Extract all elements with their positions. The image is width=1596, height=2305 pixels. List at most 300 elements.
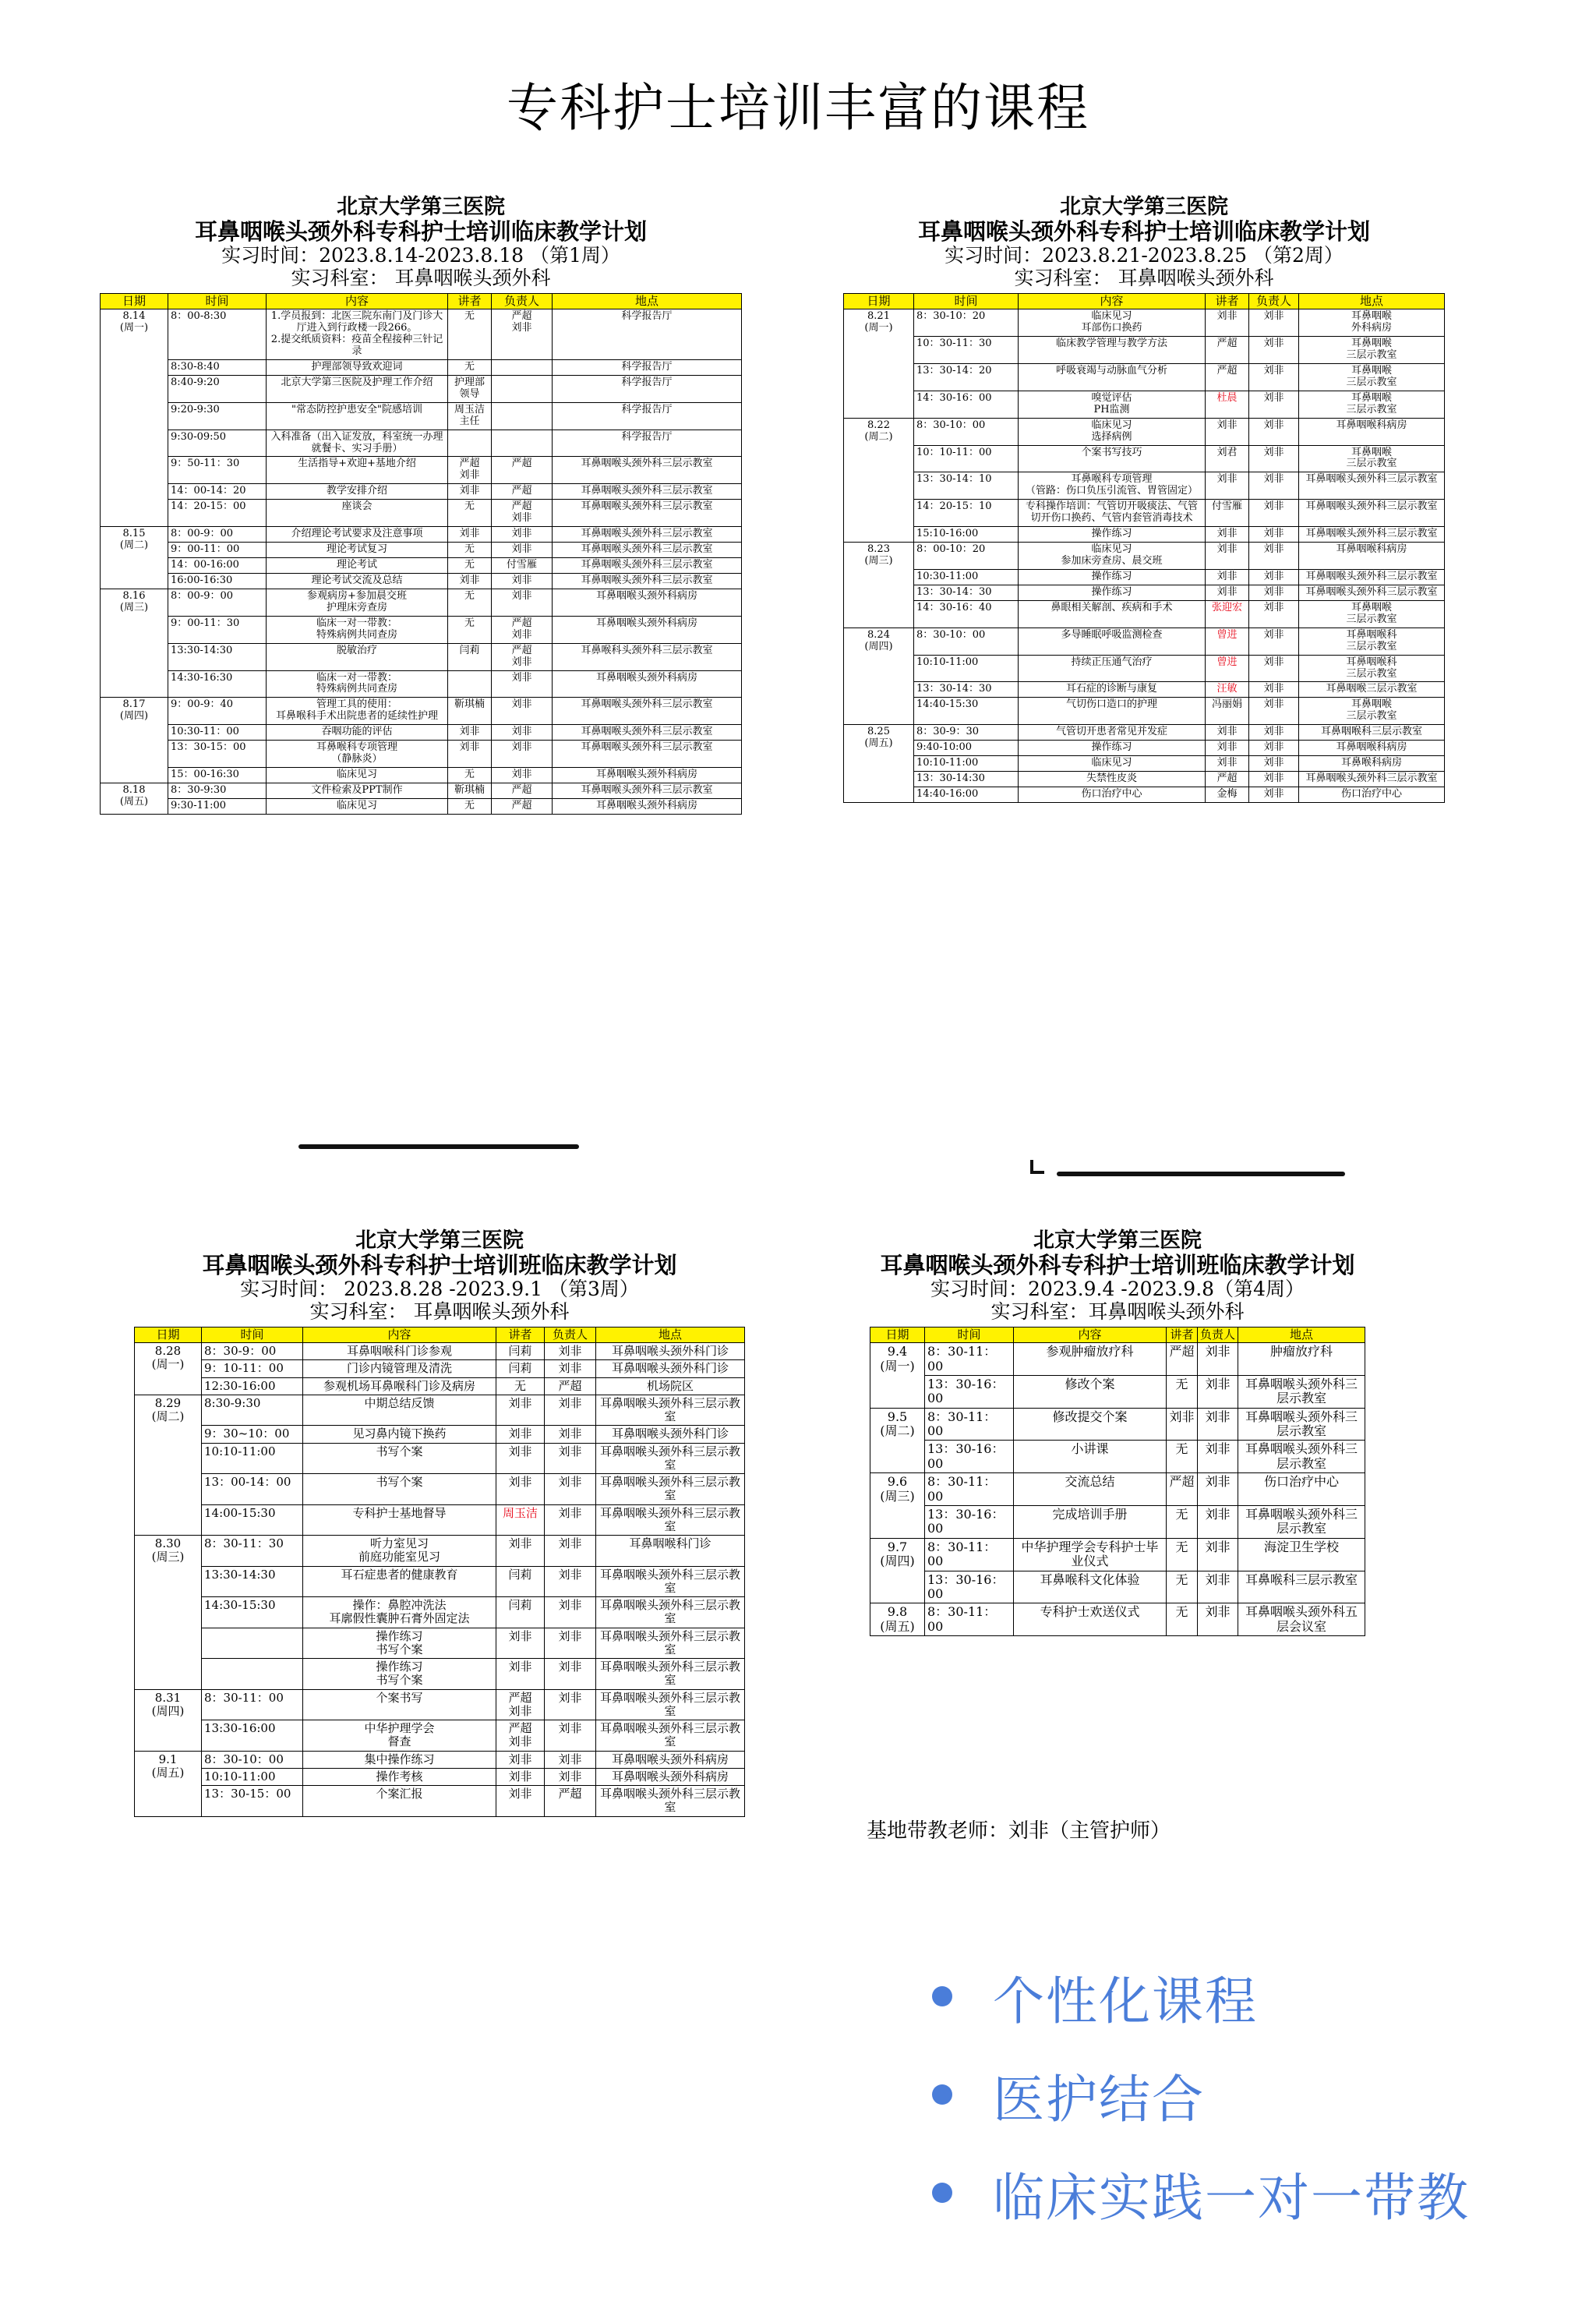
time-cell: 8：00-8:30 xyxy=(168,309,267,360)
time-cell: 14：30-16：00 xyxy=(914,391,1019,418)
table-row xyxy=(844,309,1445,337)
speaker-cell: 刘非 xyxy=(1206,527,1249,543)
time-cell: 8：30-11：00 xyxy=(925,1538,1014,1571)
table-row xyxy=(870,1506,1365,1539)
responsible-cell: 刘非 xyxy=(545,1426,596,1443)
time-cell: 14：20-15：00 xyxy=(168,500,267,527)
location-cell: 耳鼻咽喉头颈外科三层示教室 xyxy=(553,543,742,558)
table-row xyxy=(101,527,742,543)
time-cell: 15：00-16:30 xyxy=(168,768,267,783)
time-cell: 8：30-9：00 xyxy=(202,1343,303,1360)
content-cell: 失禁性皮炎 xyxy=(1019,772,1206,787)
speaker-cell: 闫莉 xyxy=(448,643,492,670)
column-header: 时间 xyxy=(168,293,267,309)
date-cell: 8.30 (周三) xyxy=(135,1536,202,1690)
location-cell: 耳鼻咽喉头颈外科病房 xyxy=(553,589,742,616)
location-cell: 耳鼻喉科病房 xyxy=(1299,756,1445,772)
content-cell: 呼吸衰竭与动脉血气分析 xyxy=(1019,363,1206,391)
content-cell: 小讲课 xyxy=(1014,1441,1167,1473)
content-cell: 嗅觉评估 PH监测 xyxy=(1019,391,1206,418)
table-row xyxy=(135,1751,745,1768)
table-row xyxy=(844,698,1445,725)
time-cell: 14：30-16：40 xyxy=(914,600,1019,628)
time-cell: 10：30-11：30 xyxy=(914,337,1019,364)
speaker-cell: 严超 刘非 xyxy=(496,1689,545,1720)
base-teacher-note: 基地带教老师：刘非（主管护师） xyxy=(867,1819,1171,1843)
location-cell: 耳鼻咽喉头颈外科三层示教室 xyxy=(553,457,742,484)
column-header: 讲者 xyxy=(448,293,492,309)
column-header: 地点 xyxy=(1299,293,1445,309)
responsible-cell: 刘非 xyxy=(545,1597,596,1628)
table-row xyxy=(844,543,1445,570)
time-cell: 8:30-9:30 xyxy=(202,1395,303,1426)
responsible-cell: 刘非 xyxy=(492,589,553,616)
content-cell: 参观肿瘤放疗科 xyxy=(1014,1343,1167,1376)
hospital-name: 北京大学第三医院 xyxy=(1033,1229,1202,1253)
time-cell: 8：30-9：30 xyxy=(914,725,1019,741)
table-row xyxy=(135,1786,745,1817)
content-cell: 理论考试 xyxy=(267,558,448,574)
content-cell: 伤口治疗中心 xyxy=(1019,787,1206,803)
content-cell: 气管切开患者常见并发症 xyxy=(1019,725,1206,741)
table-row xyxy=(101,543,742,558)
column-header: 日期 xyxy=(844,293,914,309)
speaker-cell: 无 xyxy=(448,309,492,360)
column-header: 负责人 xyxy=(1198,1327,1238,1342)
time-cell: 9：00-11：30 xyxy=(168,616,267,643)
responsible-cell: 刘非 xyxy=(492,670,553,698)
table-row xyxy=(844,585,1445,600)
table-row xyxy=(135,1597,745,1628)
responsible-cell: 刘非 xyxy=(545,1751,596,1768)
time-cell: 8：30-10：00 xyxy=(914,628,1019,655)
schedule-table xyxy=(134,1327,745,1817)
content-cell: 持续正压通气治疗 xyxy=(1019,655,1206,682)
time-cell: 9：30~10：00 xyxy=(202,1426,303,1443)
responsible-cell: 刘非 xyxy=(1198,1506,1238,1539)
responsible-cell: 刘非 xyxy=(1198,1375,1238,1408)
date-cell: 8.15 (周二) xyxy=(101,527,168,589)
time-cell: 9:20-9:30 xyxy=(168,402,267,430)
table-row xyxy=(844,337,1445,364)
date-cell: 8.29 (周二) xyxy=(135,1395,202,1535)
location-cell: 耳鼻咽喉头颈外科门诊 xyxy=(596,1360,745,1377)
responsible-cell xyxy=(492,375,553,402)
time-cell: 13：30-16：00 xyxy=(925,1506,1014,1539)
location-cell: 耳鼻咽喉头颈外科三层示教室 xyxy=(553,484,742,500)
speaker-cell: 张迎宏 xyxy=(1206,600,1249,628)
location-cell: 耳鼻咽喉头颈外科三层示教室 xyxy=(596,1689,745,1720)
speaker-cell: 周玉洁 xyxy=(496,1504,545,1536)
schedule-table xyxy=(843,293,1445,803)
table-row xyxy=(135,1343,745,1360)
responsible-cell: 刘非 xyxy=(1249,698,1299,725)
responsible-cell: 严超 刘非 xyxy=(492,616,553,643)
responsible-cell: 刘非 xyxy=(545,1628,596,1659)
time-cell: 10:10-11:00 xyxy=(202,1443,303,1474)
location-cell: 耳鼻咽喉 三层示教室 xyxy=(1299,363,1445,391)
week4-schedule-panel xyxy=(870,1229,1365,1636)
column-header: 日期 xyxy=(870,1327,925,1342)
date-cell: 8.18 (周五) xyxy=(101,783,168,815)
table-row xyxy=(101,457,742,484)
content-cell: 听力室见习 前庭功能室见习 xyxy=(303,1536,496,1567)
location-cell: 耳鼻咽喉科病房 xyxy=(1299,543,1445,570)
responsible-cell: 刘非 xyxy=(1249,741,1299,756)
time-cell: 8：30-9:30 xyxy=(168,783,267,799)
table-row xyxy=(101,783,742,799)
content-cell: 操作考核 xyxy=(303,1768,496,1785)
responsible-cell: 刘非 xyxy=(1249,756,1299,772)
responsible-cell: 刘非 xyxy=(545,1720,596,1752)
responsible-cell: 严超 xyxy=(545,1786,596,1817)
content-cell: 修改个案 xyxy=(1014,1375,1167,1408)
table-row xyxy=(101,589,742,616)
time-cell: 8：30-10：20 xyxy=(914,309,1019,337)
responsible-cell: 刘非 xyxy=(1249,309,1299,337)
table-row xyxy=(135,1689,745,1720)
highlight-item xyxy=(932,2045,1470,2144)
table-row xyxy=(101,643,742,670)
table-row xyxy=(844,363,1445,391)
time-cell: 13：30-14：30 xyxy=(914,682,1019,698)
responsible-cell: 严超 刘非 xyxy=(492,309,553,360)
period: 实习时间： 2023.8.28 -2023.9.1 （第3周） xyxy=(240,1278,639,1301)
speaker-cell: 刘非 xyxy=(496,1426,545,1443)
time-cell: 8：00-9：00 xyxy=(168,527,267,543)
location-cell: 科学报告厅 xyxy=(553,359,742,375)
time-cell: 8:40-9:20 xyxy=(168,375,267,402)
table-row xyxy=(844,741,1445,756)
content-cell: 个案汇报 xyxy=(303,1786,496,1817)
speaker-cell: 付雪雁 xyxy=(1206,500,1249,527)
location-cell: 耳鼻咽喉头颈外科三层示教室 xyxy=(596,1720,745,1752)
date-cell: 8.17 (周四) xyxy=(101,698,168,783)
plan-title: 耳鼻咽喉头颈外科专科护士培训临床教学计划 xyxy=(917,218,1370,246)
plan-title: 耳鼻咽喉头颈外科专科护士培训班临床教学计划 xyxy=(202,1252,677,1279)
speaker-cell: 金梅 xyxy=(1206,787,1249,803)
content-cell: 理论考试复习 xyxy=(267,543,448,558)
time-cell: 10:30-11:00 xyxy=(914,569,1019,585)
time-cell: 13：30-16：00 xyxy=(925,1571,1014,1603)
time-cell: 8：30-10：00 xyxy=(914,418,1019,445)
time-cell: 8：30-11：30 xyxy=(202,1536,303,1567)
content-cell: 专科操作培训：气管切开吸痰法、气管切开伤口换药、气管内套管消毒技术 xyxy=(1019,500,1206,527)
content-cell: 参观机场耳鼻喉科门诊及病房 xyxy=(303,1377,496,1395)
location-cell: 科学报告厅 xyxy=(553,402,742,430)
responsible-cell: 刘非 xyxy=(1249,337,1299,364)
time-cell: 8:30-8:40 xyxy=(168,359,267,375)
responsible-cell: 严超 刘非 xyxy=(492,643,553,670)
speaker-cell: 闫莉 xyxy=(496,1597,545,1628)
location-cell: 耳鼻咽喉头颈外科三层示教室 xyxy=(596,1786,745,1817)
table-row xyxy=(870,1538,1365,1571)
time-cell: 13：30-15：00 xyxy=(168,741,267,768)
responsible-cell: 刘非 xyxy=(1249,725,1299,741)
time-cell: 14：20-15：10 xyxy=(914,500,1019,527)
table-row xyxy=(101,768,742,783)
location-cell: 伤口治疗中心 xyxy=(1238,1473,1365,1506)
responsible-cell: 刘非 xyxy=(1249,787,1299,803)
table-row xyxy=(135,1768,745,1785)
responsible-cell: 严超 xyxy=(545,1377,596,1395)
date-cell: 8.25 (周五) xyxy=(844,725,914,803)
location-cell: 耳鼻咽喉 三层示教室 xyxy=(1299,337,1445,364)
location-cell: 耳鼻咽喉 三层示教室 xyxy=(1299,698,1445,725)
location-cell: 海淀卫生学校 xyxy=(1238,1538,1365,1571)
location-cell: 耳鼻咽喉头颈外科病房 xyxy=(596,1751,745,1768)
responsible-cell: 刘非 xyxy=(545,1360,596,1377)
speaker-cell: 刘非 xyxy=(448,484,492,500)
date-cell: 8.16 (周三) xyxy=(101,589,168,698)
speaker-cell: 周玉洁主任 xyxy=(448,402,492,430)
speaker-cell: 刘非 xyxy=(1206,725,1249,741)
column-header: 内容 xyxy=(267,293,448,309)
responsible-cell: 刘非 xyxy=(1249,655,1299,682)
content-cell: 操作练习 xyxy=(1019,527,1206,543)
responsible-cell: 刘非 xyxy=(545,1343,596,1360)
time-cell: 10:10-11:00 xyxy=(914,756,1019,772)
location-cell: 耳鼻咽喉头颈外科三层示教室 xyxy=(596,1566,745,1597)
time-cell: 8：30-11：00 xyxy=(202,1689,303,1720)
table-row xyxy=(844,527,1445,543)
table-row xyxy=(101,573,742,589)
content-cell: 完成培训手册 xyxy=(1014,1506,1167,1539)
content-cell: 理论考试交流及总结 xyxy=(267,573,448,589)
time-cell: 14:00-15:30 xyxy=(202,1504,303,1536)
location-cell: 耳鼻咽喉头颈外科三层示教室 xyxy=(1299,772,1445,787)
highlight-text: 医护结合 xyxy=(993,2069,1205,2130)
corner-mark xyxy=(1030,1160,1044,1174)
time-cell: 9:30-11:00 xyxy=(168,798,267,814)
content-cell: 个案书写 xyxy=(303,1689,496,1720)
table-row xyxy=(870,1408,1365,1441)
time-cell: 13：30-14:30 xyxy=(914,772,1019,787)
content-cell: 操作练习 xyxy=(1019,569,1206,585)
column-header: 内容 xyxy=(303,1327,496,1342)
speaker-cell: 严超 xyxy=(1206,337,1249,364)
speaker-cell: 闫莉 xyxy=(496,1566,545,1597)
date-cell: 8.24 (周四) xyxy=(844,628,914,725)
speaker-cell: 无 xyxy=(448,768,492,783)
time-cell: 14:40-16:00 xyxy=(914,787,1019,803)
speaker-cell: 刘非 xyxy=(496,1786,545,1817)
content-cell: 入科准备（出入证发放，科室统一办理就餐卡、实习手册） xyxy=(267,430,448,457)
column-header: 内容 xyxy=(1014,1327,1167,1342)
content-cell: 专科护士基地督导 xyxy=(303,1504,496,1536)
content-cell: 书写个案 xyxy=(303,1474,496,1505)
content-cell: 临床见习 参加床旁查房、晨交班 xyxy=(1019,543,1206,570)
column-header: 讲者 xyxy=(1206,293,1249,309)
speaker-cell: 无 xyxy=(448,558,492,574)
table-row xyxy=(101,725,742,741)
plan-title: 耳鼻咽喉头颈外科专科护士培训班临床教学计划 xyxy=(880,1252,1355,1279)
responsible-cell: 刘非 xyxy=(492,725,553,741)
table-row xyxy=(101,375,742,402)
period: 实习时间：2023.9.4 -2023.9.8（第4周） xyxy=(930,1278,1305,1301)
column-header: 日期 xyxy=(135,1327,202,1342)
highlight-text: 个性化课程 xyxy=(993,1971,1258,2031)
speaker-cell: 刘非 xyxy=(1206,543,1249,570)
responsible-cell: 刘非 xyxy=(545,1689,596,1720)
content-cell: 交流总结 xyxy=(1014,1473,1167,1506)
speaker-cell: 曾进 xyxy=(1206,628,1249,655)
location-cell: 耳鼻咽喉头颈外科五层会议室 xyxy=(1238,1603,1365,1636)
content-cell: 耳鼻咽喉科门诊参观 xyxy=(303,1343,496,1360)
speaker-cell: 刘非 xyxy=(1206,569,1249,585)
responsible-cell: 付雪雁 xyxy=(492,558,553,574)
responsible-cell: 刘非 xyxy=(1249,363,1299,391)
column-header: 日期 xyxy=(101,293,168,309)
responsible-cell xyxy=(492,359,553,375)
content-cell: 操作：鼻腔冲洗法 耳廓假性囊肿石膏外固定法 xyxy=(303,1597,496,1628)
responsible-cell: 刘非 xyxy=(1249,527,1299,543)
responsible-cell: 刘非 xyxy=(1249,418,1299,445)
scroll-indicator[interactable] xyxy=(1057,1172,1345,1176)
table-row xyxy=(844,725,1445,741)
table-row xyxy=(870,1375,1365,1408)
time-cell: 14:40-15:30 xyxy=(914,698,1019,725)
content-cell: 耳石症的诊断与康复 xyxy=(1019,682,1206,698)
responsible-cell: 刘非 xyxy=(492,698,553,725)
table-row xyxy=(844,391,1445,418)
speaker-cell: 刘非 xyxy=(1206,585,1249,600)
content-cell: 临床一对一带教： 特殊病例共同查房 xyxy=(267,616,448,643)
location-cell: 耳鼻咽喉头颈外科三层示教室 xyxy=(553,725,742,741)
department: 实习科室： 耳鼻咽喉头颈外科 xyxy=(1014,267,1274,290)
table-row xyxy=(135,1377,745,1395)
location-cell: 耳鼻咽喉头颈外科病房 xyxy=(553,616,742,643)
column-header: 负责人 xyxy=(1249,293,1299,309)
speaker-cell: 无 xyxy=(448,616,492,643)
responsible-cell: 刘非 xyxy=(545,1566,596,1597)
location-cell: 科学报告厅 xyxy=(553,375,742,402)
table-row xyxy=(101,359,742,375)
table-row xyxy=(870,1473,1365,1506)
responsible-cell: 刘非 xyxy=(1249,445,1299,472)
speaker-cell: 靳琪楠 xyxy=(448,698,492,725)
content-cell: 1.学员报到：北医三院东南门及门诊大厅进入到行政楼一段266。 2.提交纸质资料：疫苗全程接种三针记录 xyxy=(267,309,448,360)
table-row xyxy=(135,1360,745,1377)
table-row xyxy=(101,430,742,457)
time-cell: 13：30-14：10 xyxy=(914,472,1019,500)
location-cell: 耳鼻咽喉头颈外科三层示教室 xyxy=(1299,569,1445,585)
location-cell: 耳鼻咽喉头颈外科门诊 xyxy=(596,1426,745,1443)
table-row xyxy=(870,1571,1365,1603)
location-cell: 耳鼻咽喉科门诊 xyxy=(596,1536,745,1567)
content-cell: 吞咽功能的评估 xyxy=(267,725,448,741)
responsible-cell: 刘非 xyxy=(1198,1603,1238,1636)
location-cell: 耳鼻喉科头颈外科三层示教室 xyxy=(553,643,742,670)
responsible-cell: 刘非 xyxy=(1249,569,1299,585)
location-cell: 耳鼻咽喉 三层示教室 xyxy=(1299,391,1445,418)
speaker-cell: 刘非 xyxy=(496,1443,545,1474)
responsible-cell: 刘非 xyxy=(545,1395,596,1426)
table-row xyxy=(870,1603,1365,1636)
responsible-cell xyxy=(492,402,553,430)
table-row xyxy=(135,1443,745,1474)
responsible-cell: 刘非 xyxy=(1249,585,1299,600)
time-cell: 8：30-11：00 xyxy=(925,1343,1014,1376)
responsible-cell: 刘非 xyxy=(1249,628,1299,655)
responsible-cell: 严超 xyxy=(492,484,553,500)
table-row xyxy=(844,472,1445,500)
table-row xyxy=(844,445,1445,472)
location-cell: 耳鼻咽喉科 三层示教室 xyxy=(1299,628,1445,655)
content-cell: 生活指导+欢迎+基地介绍 xyxy=(267,457,448,484)
table-row xyxy=(135,1628,745,1659)
date-cell: 8.22 (周二) xyxy=(844,418,914,542)
table-row xyxy=(135,1504,745,1536)
content-cell: 耳鼻喉科专项管理 （管路：伤口负压引流管、胃管固定） xyxy=(1019,472,1206,500)
speaker-cell: 刘非 xyxy=(496,1659,545,1690)
table-row xyxy=(101,670,742,698)
location-cell: 耳鼻咽喉头颈外科三层示教室 xyxy=(553,783,742,799)
location-cell: 耳鼻咽喉头颈外科三层示教室 xyxy=(596,1395,745,1426)
responsible-cell: 刘非 xyxy=(1198,1538,1238,1571)
time-cell: 13：30-14：20 xyxy=(914,363,1019,391)
highlight-item xyxy=(932,1947,1470,2045)
speaker-cell: 刘非 xyxy=(496,1474,545,1505)
responsible-cell: 刘非 xyxy=(1198,1473,1238,1506)
content-cell: 临床见习 选择病例 xyxy=(1019,418,1206,445)
time-cell: 13：00-14：00 xyxy=(202,1474,303,1505)
location-cell: 耳鼻咽喉头颈外科三层示教室 xyxy=(1238,1375,1365,1408)
content-cell: 操作练习 xyxy=(1019,585,1206,600)
speaker-cell: 无 xyxy=(1167,1571,1198,1603)
table-row xyxy=(135,1659,745,1690)
table-row xyxy=(870,1441,1365,1473)
highlight-text: 临床实践一对一带教 xyxy=(993,2167,1470,2228)
speaker-cell: 冯丽娟 xyxy=(1206,698,1249,725)
content-cell: 护理部领导致欢迎词 xyxy=(267,359,448,375)
content-cell: 教学安排介绍 xyxy=(267,484,448,500)
time-cell: 8：30-11：00 xyxy=(925,1603,1014,1636)
responsible-cell: 刘非 xyxy=(545,1474,596,1505)
location-cell: 耳鼻咽喉头颈外科三层示教室 xyxy=(596,1659,745,1690)
time-cell: 9:40-10:00 xyxy=(914,741,1019,756)
speaker-cell: 刘非 xyxy=(448,573,492,589)
responsible-cell: 刘非 xyxy=(492,543,553,558)
responsible-cell: 刘非 xyxy=(492,527,553,543)
date-cell: 8.31 (周四) xyxy=(135,1689,202,1751)
content-cell: 气切伤口造口的护理 xyxy=(1019,698,1206,725)
location-cell: 耳鼻咽喉头颈外科三层示教室 xyxy=(596,1628,745,1659)
content-cell: 中华护理学会专科护士毕业仪式 xyxy=(1014,1538,1167,1571)
content-cell: 临床教学管理与教学方法 xyxy=(1019,337,1206,364)
table-row xyxy=(135,1395,745,1426)
speaker-cell: 杜晨 xyxy=(1206,391,1249,418)
week1-schedule-panel xyxy=(100,195,742,815)
table-row xyxy=(101,798,742,814)
time-cell: 8：00-10：20 xyxy=(914,543,1019,570)
location-cell: 伤口治疗中心 xyxy=(1299,787,1445,803)
scroll-indicator[interactable] xyxy=(298,1144,579,1149)
table-row xyxy=(844,418,1445,445)
table-row xyxy=(101,558,742,574)
speaker-cell: 无 xyxy=(448,798,492,814)
speaker-cell: 护理部领导 xyxy=(448,375,492,402)
hospital-name: 北京大学第三医院 xyxy=(1060,195,1228,219)
location-cell: 耳鼻咽喉头颈外科三层示教室 xyxy=(1299,500,1445,527)
speaker-cell: 刘非 xyxy=(1206,472,1249,500)
content-cell: 操作练习 书写个案 xyxy=(303,1659,496,1690)
location-cell: 耳鼻喉科三层示教室 xyxy=(1238,1571,1365,1603)
location-cell: 机场院区 xyxy=(596,1377,745,1395)
date-cell: 9.8 (周五) xyxy=(870,1603,925,1636)
location-cell: 耳鼻咽喉头颈外科三层示教室 xyxy=(596,1597,745,1628)
speaker-cell: 无 xyxy=(448,359,492,375)
